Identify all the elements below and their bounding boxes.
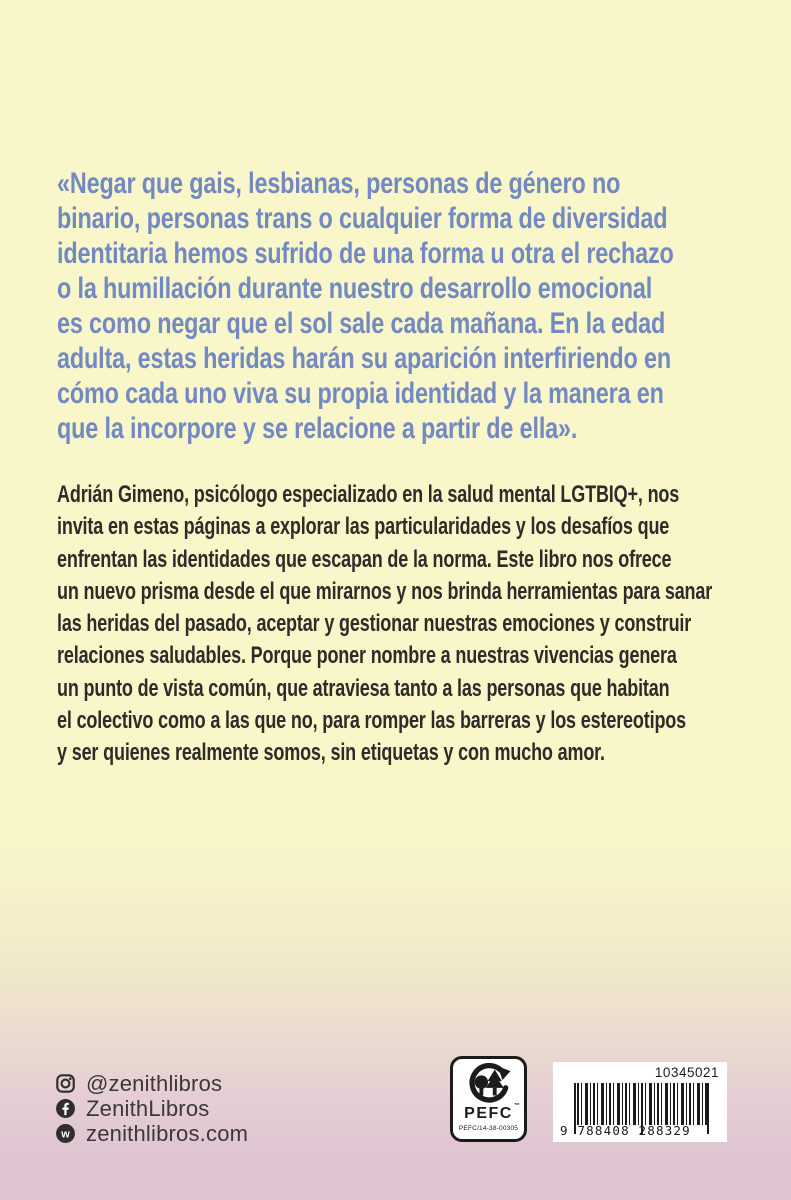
facebook-icon <box>55 1098 76 1119</box>
barcode <box>553 1062 727 1142</box>
quote-line: es como negar que el sol sale cada mañana. En la edad <box>57 307 666 340</box>
quote-line: cómo cada uno viva su propia identidad y la manera en <box>57 377 664 410</box>
social-links-block <box>55 1070 249 1146</box>
instagram-icon <box>55 1073 76 1094</box>
description-line: relaciones saludables. Porque poner nombre a nuestras vivencias genera <box>57 642 677 670</box>
pefc-code: PEFC/14-38-00305 <box>458 1125 519 1132</box>
social-row-facebook <box>55 1095 248 1121</box>
description-line: las heridas del pasado, aceptar y gestionar nuestras emociones y construir <box>57 610 692 638</box>
quote-line: binario, personas trans o cualquier forma de diversidad <box>57 202 668 235</box>
description-block <box>57 479 791 770</box>
quote-line: «Negar que gais, lesbianas, personas de género no <box>57 167 621 200</box>
barcode-isbn-digits: 9 788408 288329 <box>560 1123 691 1138</box>
facebook-handle: ZenithLibros <box>86 1095 210 1121</box>
barcode-top-number: 10345021 <box>654 1065 719 1080</box>
barcode-guard-bar <box>707 1083 709 1134</box>
website-url: zenithlibros.com <box>86 1120 249 1146</box>
description-line: y ser quienes realmente somos, sin etiquetas y con mucho amor. <box>57 739 605 767</box>
quote-line: que la incorpore y se relacione a partir de ella». <box>57 412 578 445</box>
description-line: un nuevo prisma desde el que mirarnos y nos brinda herramientas para sanar <box>57 577 713 605</box>
description-line: el colectivo como a las que no, para romper las barreras y los estereotipos <box>57 707 687 735</box>
description-line: enfrentan las identidades que escapan de la norma. Este libro nos ofrece <box>57 545 672 573</box>
quote-block <box>57 166 791 446</box>
social-row-website <box>55 1120 249 1146</box>
pefc-name: PEFC ™ <box>464 1103 520 1122</box>
svg-text:w: w <box>61 1128 70 1141</box>
description-line: Adrián Gimeno, psicólogo especializado en la salud mental LGTBIQ+, nos <box>57 481 680 508</box>
quote-line: identitaria hemos sufrido de una forma u otra el rechazo <box>57 237 674 270</box>
quote-line: o la humillación durante nuestro desarrollo emocional <box>57 272 653 305</box>
quote-line: adulta, estas heridas harán su aparición interfiriendo en <box>57 342 671 375</box>
pefc-certification-label <box>450 1056 527 1142</box>
description-line: invita en estas páginas a explorar las particularidades y los desafíos que <box>57 513 670 541</box>
website-icon <box>55 1123 76 1144</box>
pefc-trademark: ™ <box>513 1103 520 1109</box>
pefc-trees-icon <box>466 1063 512 1105</box>
instagram-handle: @zenithlibros <box>86 1070 223 1096</box>
description-line: un punto de vista común, que atraviesa tanto a las personas que habitan <box>57 674 670 702</box>
social-row-instagram <box>55 1070 248 1096</box>
